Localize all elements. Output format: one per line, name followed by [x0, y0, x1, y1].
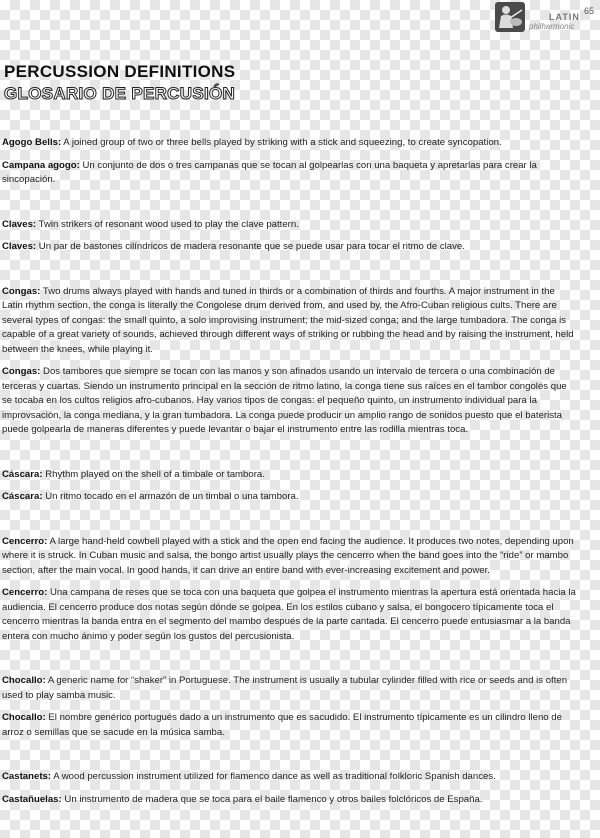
- definition-text: Twin strikers of resonant wood used to play the clave pattern.: [36, 218, 299, 230]
- definition-text: Dos tambores que siempre se tocan con las manos y son afinados usando un intervalo de tercera o una combinación de terceras y cuartas. Siendo un instrumento principal en la sección de ritmo latino, la conga tiene sus raíces en el tambor congolés que se tocaba en los cultos religios afro-cubanos. Hay varios tipos de congas: el pequeño quinto, un instrumento individual para la improvsación, la conga mediana, y la gran tumbadora. La conga puede producir un amplio rango de sonidos puesto que el baterista puede golpearla de maneras diferentes y puede levantar o bajar el instrumento entre las rodilla mientras toca.: [2, 366, 567, 435]
- definition-term: Cencerro:: [2, 535, 48, 547]
- definition-term: Campana agogo:: [2, 159, 80, 171]
- logo-word-latin: LATIN: [549, 12, 580, 22]
- definition-en: [2, 770, 578, 785]
- definition-term: Chocallo:: [2, 675, 46, 686]
- definition-en: [2, 468, 578, 483]
- logo-word-philharmonic: philharmonic: [529, 22, 575, 31]
- definition-term: Cáscara:: [2, 468, 43, 480]
- definition-es: [2, 711, 578, 740]
- definition-text: Two drums always played with hands and tuned in thirds or a combination of thirds and fourths. A major instrument in the Latin rhythm section, the conga is literally the Congolese drum derived from, and used by, the Afro-Cuban religious cults. There are several types of congas: the small quinto, a solo improvising instrument; the mid-sized conga; and the large tumbadora. The conga is capable of a great variety of sounds, achieved through different ways of striking or rubbing the head and by raising the instrument, held between the knees, while playing it.: [2, 285, 574, 355]
- latin-philharmonic-logo: [495, 2, 580, 38]
- definition-en: [2, 136, 578, 151]
- definition-term: Agogo Bells:: [2, 137, 62, 148]
- definition-text: A generic name for “shaker” in Portuguese. The instrument is usually a tubular cylinder filled with rice or seeds and is often used to play samba music.: [2, 675, 568, 701]
- definition-text: A wood percussion instrument utilized for flamenco dance as well as traditional folkloric Spanish dances.: [51, 771, 496, 782]
- definition-en: [2, 535, 578, 579]
- definition-en: [2, 218, 578, 233]
- definition-term: Congas:: [2, 285, 41, 297]
- definition-term: Castañuelas:: [2, 793, 62, 805]
- definition-term: Claves:: [2, 218, 37, 230]
- definition-es: [2, 240, 578, 255]
- definition-es: [2, 490, 578, 505]
- definition-term: Chocallo:: [2, 712, 46, 723]
- definitions-list: [2, 136, 578, 807]
- definition-term: Cáscara:: [2, 491, 43, 502]
- definition-es: [2, 586, 578, 644]
- definition-text: Una campana de reses que se toca con una baqueta que golpea el instrumento mientras la apertura está orientada hacia la audiencia. El cencerro produce dos notas según dónde se golpea. En los estilos cubano y salsa, el bongocero típicamente toca el cencerro mientras la banda entra en el segmento del mambo después de la parte cantada. El cencerro puede entusiasmar a la banda entera con mucho ánimo y poder según los gustos del percusionista.: [2, 587, 576, 642]
- definition-text: A large hand-held cowbell played with a stick and the open end facing the audience. It produces two notes, depending upon where it is struck. In Cuban music and salsa, the bongo artist usually plays the cencerro when the band goes into the “ride” or mambo section, after the main vocal. In good hands, it can drive an entire band with ever-increasing excitement and power.: [2, 535, 574, 576]
- page-number: 65: [583, 6, 594, 16]
- definition-es: [2, 159, 578, 188]
- definition-term: Castanets:: [2, 771, 52, 782]
- definition-text: Rhythm played on the shell of a timbale or tambora.: [42, 468, 265, 480]
- definition-text: Un ritmo tocado en el armazón de un timbal o una tambora.: [42, 491, 299, 502]
- definition-text: Un conjunto de dos o tres campanas que se tocan al golpearlas con una baqueta y apretarlas para crear la sincopación.: [2, 159, 537, 185]
- page-subtitle: GLOSARIO DE PERCUSIÓN: [4, 84, 236, 103]
- definition-en: [2, 674, 578, 703]
- definition-en: [2, 285, 578, 358]
- definition-text: A joined group of two or three bells played by striking with a stick and squeezing, to create syncopation.: [61, 137, 502, 148]
- definition-term: Claves:: [2, 241, 37, 252]
- definition-text: Un par de bastones cilíndricos de madera resonante que se puede usar para tocar el ritmo de clave.: [36, 241, 465, 252]
- definition-es: [2, 365, 578, 438]
- definition-term: Congas:: [2, 366, 41, 377]
- definition-term: Cencerro:: [2, 587, 48, 598]
- definition-text: Un instrumento de madera que se toca para el baile flamenco y otros bailes folclóricos de España.: [61, 793, 483, 805]
- musician-silhouette-icon: [495, 2, 525, 32]
- page-title: PERCUSSION DEFINITIONS: [4, 62, 236, 81]
- definition-es: [2, 793, 578, 808]
- definition-text: El nombre genérico portugués dado a un instrumento que es sacudido. El instrumento típicamente es un cilindro lleno de arroz o semillas que se sacude en la música samba.: [2, 712, 562, 738]
